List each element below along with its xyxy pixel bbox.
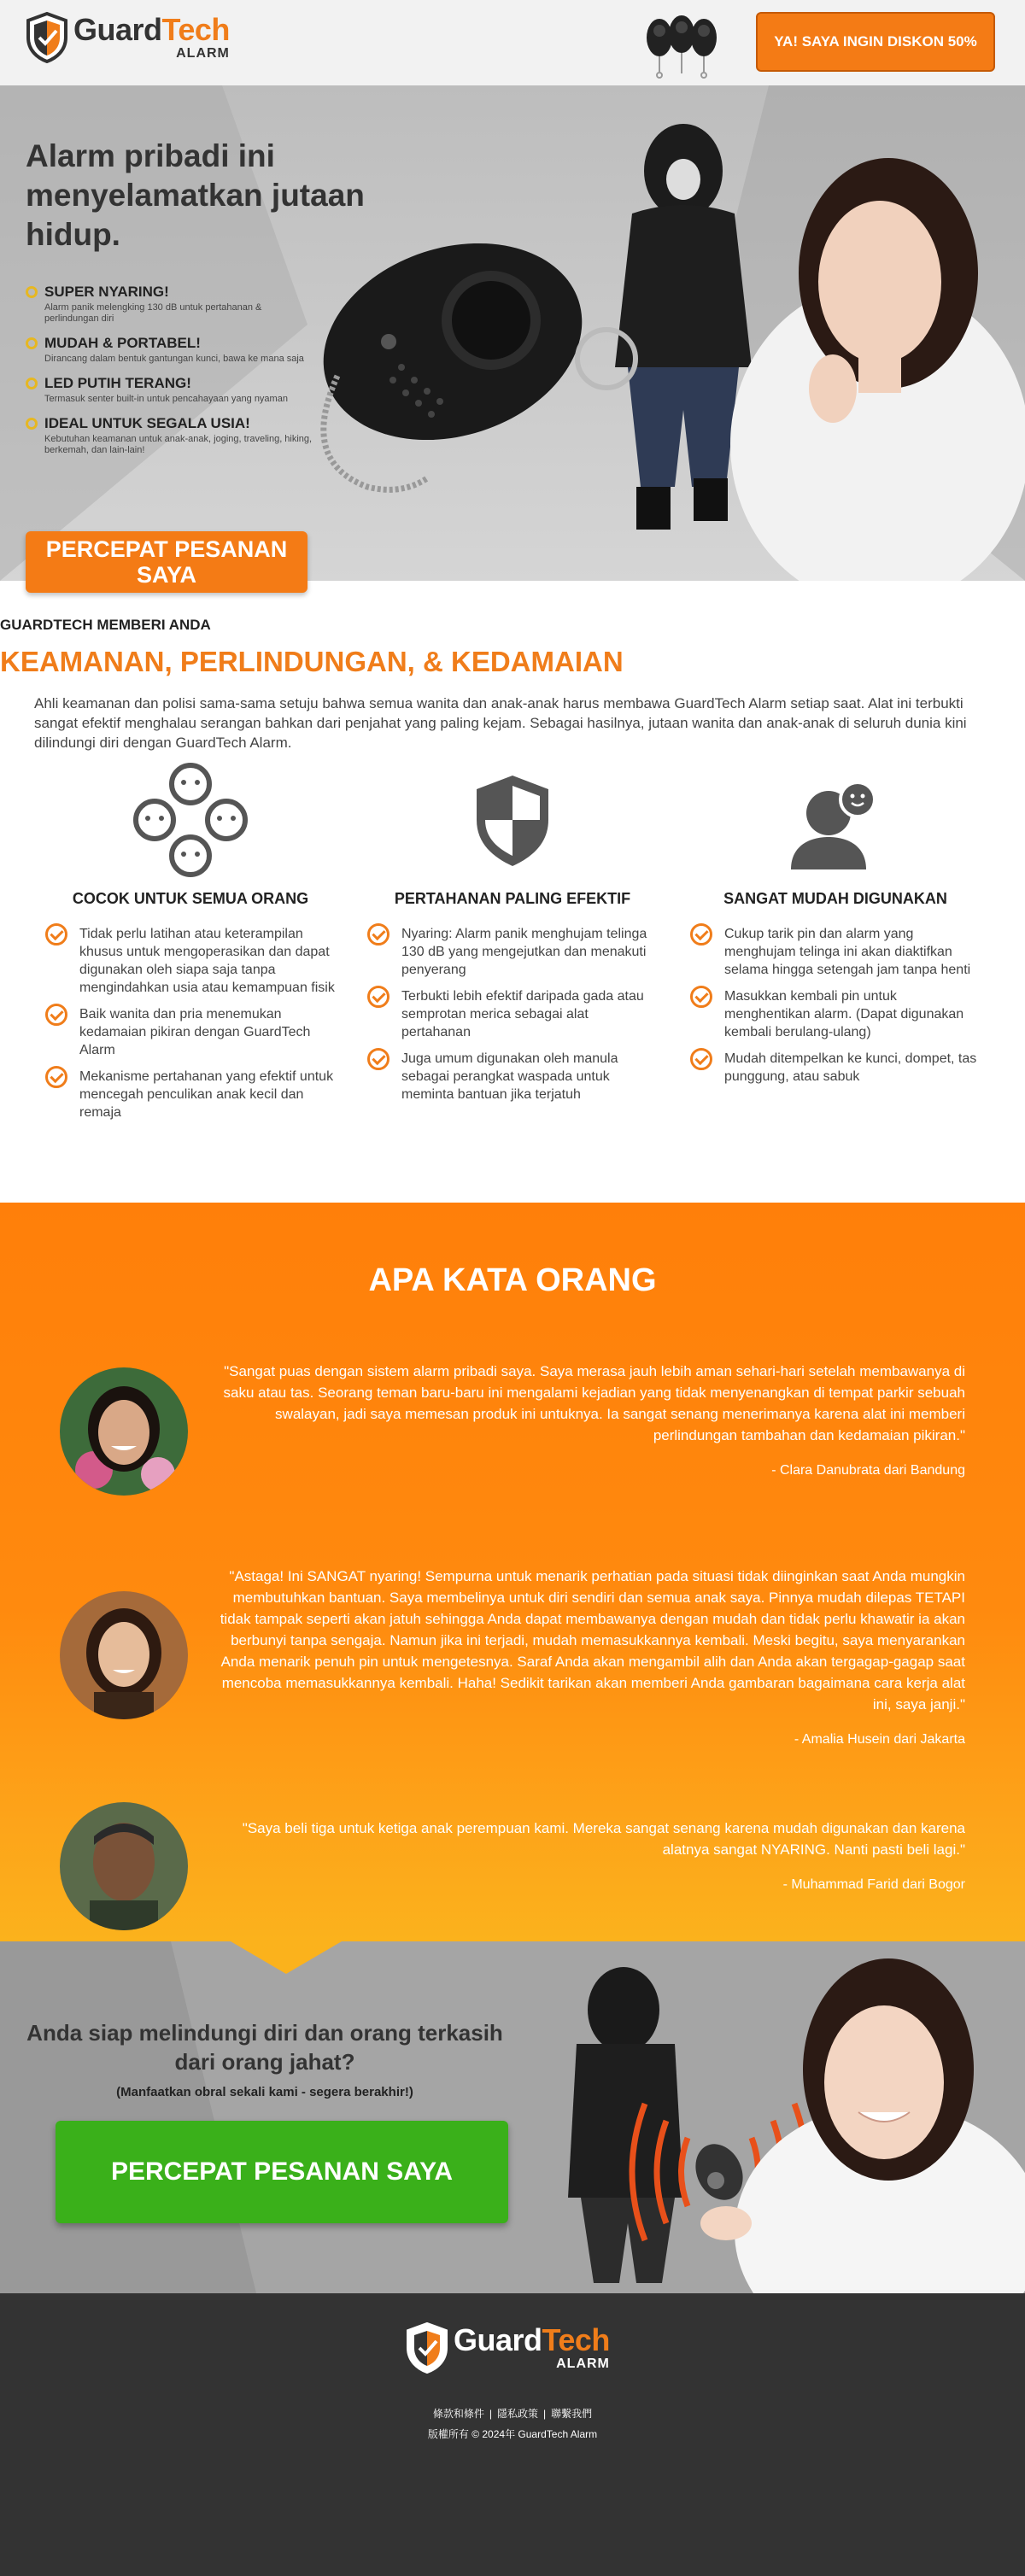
testimonial-text — [214, 1566, 965, 1750]
list-item-text: Terbukti lebih efektif daripada gada atau semprotan merica sebagai alat pertahanan — [401, 989, 644, 1039]
check-circle-icon — [367, 923, 390, 946]
alarm-devices-image — [641, 5, 722, 79]
list-item-text: Tidak perlu latihan atau keterampilan khusus untuk mengoperasikan dan dapat digunakan oleh siapa saja tanpa mengindahkan usia atau kemampuan fisik — [79, 927, 335, 995]
avatar — [60, 1367, 188, 1496]
bullet-circle-icon — [26, 418, 38, 430]
bottom-subtitle: (Manfaatkan obral sekali kami - segera berakhir!) — [116, 2085, 413, 2099]
hero-section — [0, 85, 1025, 581]
benefit-column — [367, 760, 658, 1112]
column-title: PERTAHANAN PALING EFEKTIF — [394, 890, 631, 907]
testimonial-quote: "Saya beli tiga untuk ketiga anak perempuan kami. Mereka sangat senang karena mudah digunakan dan karena alatnya sangat NYARING. Nanti pasti beli lagi." — [242, 1820, 965, 1858]
feature-title: LED PUTIH TERANG! — [44, 375, 191, 391]
shield-logo-icon — [406, 2322, 448, 2374]
testimonials-title: APA KATA ORANG — [368, 1262, 657, 1298]
check-circle-icon — [690, 986, 712, 1008]
footer-separator: | — [543, 2408, 547, 2420]
benefit-column — [690, 760, 981, 1094]
column-title: COCOK UNTUK SEMUA ORANG — [72, 890, 309, 907]
intro-title: KEAMANAN, PERLINDUNGAN, & KEDAMAIAN — [0, 646, 624, 677]
footer-link-contact[interactable]: 聯繫我們 — [551, 2408, 593, 2420]
footer-separator: | — [489, 2408, 492, 2420]
bottom-cta-section — [0, 1941, 1025, 2293]
list-item — [45, 1005, 336, 1059]
brand-name-part2: Tech — [542, 2322, 610, 2357]
check-circle-icon — [367, 986, 390, 1008]
footer-logo[interactable] — [406, 2322, 610, 2374]
feature-desc: Kebutuhan keamanan untuk anak-anak, joging, traveling, hiking, berkemah, dan lain-lain! — [44, 434, 313, 455]
list-item-text: Nyaring: Alarm panik menghujam telinga 130 dB yang mengejutkan dan menakuti penyerang — [401, 927, 647, 977]
footer-link-privacy[interactable]: 隱私政策 — [496, 2408, 538, 2420]
list-item — [367, 1050, 658, 1104]
shield-icon — [453, 760, 572, 880]
site-header — [0, 0, 1025, 85]
footer-links — [0, 2406, 1025, 2421]
testimonial-author: - Clara Danubrata dari Bandung — [771, 1463, 965, 1478]
list-item — [45, 925, 336, 997]
bottom-order-button[interactable]: PERCEPAT PESANAN SAYA — [56, 2121, 508, 2223]
column-list — [690, 925, 981, 1086]
intro-text: Ahli keamanan dan polisi sama-sama setuju bahwa semua wanita dan anak-anak harus membawa GuardTech Alarm setiap saat. Alat ini terbukti sangat efektif menghalau serangan bahkan dari penjahat yang paling kejam. Sebagai hasilnya, jutaan wanita dan anak-anak di seluruh dunia kini dilindungi diri dengan GuardTech Alarm. — [34, 695, 967, 751]
list-item — [690, 925, 981, 979]
hero-title: Alarm pribadi ini menyelamatkan jutaan hidup. — [26, 138, 365, 252]
check-circle-icon — [367, 1048, 390, 1070]
feature-item — [26, 415, 333, 456]
column-title: SANGAT MUDAH DIGUNAKAN — [723, 890, 947, 907]
list-item-text: Baik wanita dan pria menemukan kedamaian pikiran dengan GuardTech Alarm — [79, 1007, 311, 1057]
list-item — [45, 1068, 336, 1121]
avatar — [60, 1591, 188, 1719]
bullet-circle-icon — [26, 337, 38, 349]
column-list — [45, 925, 336, 1121]
check-circle-icon — [690, 1048, 712, 1070]
feature-title: SUPER NYARING! — [44, 284, 169, 300]
brand-subname: ALARM — [176, 46, 230, 61]
feature-list — [26, 284, 333, 466]
list-item-text: Juga umum digunakan oleh manula sebagai perangkat waspada untuk meminta bantuan jika terjatuh — [401, 1051, 618, 1102]
footer-copyright: 版權所有 © 2024年 GuardTech Alarm — [427, 2428, 598, 2440]
feature-desc: Termasuk senter built-in untuk pencahayaan yang nyaman — [44, 394, 288, 404]
testimonials-section — [0, 1203, 1025, 1941]
footer-link-terms[interactable]: 條款和條件 — [432, 2408, 484, 2420]
avatar — [60, 1802, 188, 1930]
brand-name-part1: Guard — [454, 2322, 542, 2357]
brand-logo[interactable] — [26, 12, 230, 63]
feature-desc: Dirancang dalam bentuk gantungan kunci, bawa ke mana saja — [44, 354, 304, 364]
brand-subname: ALARM — [556, 2356, 610, 2371]
brand-name-part2: Tech — [161, 12, 230, 47]
list-item-text: Mudah ditempelkan ke kunci, dompet, tas punggung, atau sabuk — [724, 1051, 977, 1084]
feature-title: MUDAH & PORTABEL! — [44, 335, 201, 351]
list-item — [367, 925, 658, 979]
check-circle-icon — [45, 1004, 67, 1026]
feature-item — [26, 375, 333, 405]
user-smile-icon — [776, 760, 895, 880]
section-arrow-decoration — [231, 1941, 342, 1974]
feature-title: IDEAL UNTUK SEGALA USIA! — [44, 415, 250, 431]
testimonial-author: - Amalia Husein dari Jakarta — [794, 1732, 965, 1747]
list-item — [367, 987, 658, 1041]
list-item — [690, 987, 981, 1041]
check-circle-icon — [690, 923, 712, 946]
hero-order-button[interactable]: PERCEPAT PESANAN SAYA — [26, 531, 308, 593]
list-item-text: Cukup tarik pin dan alarm yang menghujam telinga ini akan diaktifkan selama hingga setengah jam tanpa henti — [724, 927, 971, 977]
list-item-text: Mekanisme pertahanan yang efektif untuk mencegah penculikan anak kecil dan remaja — [79, 1069, 334, 1120]
bullet-circle-icon — [26, 286, 38, 298]
check-circle-icon — [45, 923, 67, 946]
column-list — [367, 925, 658, 1104]
benefit-column — [45, 760, 336, 1130]
testimonial-author: - Muhammad Farid dari Bogor — [782, 1877, 965, 1892]
testimonial-text — [214, 1361, 965, 1481]
testimonial-text — [214, 1818, 965, 1895]
list-item — [690, 1050, 981, 1086]
people-group-icon — [131, 760, 250, 880]
header-discount-button[interactable]: YA! SAYA INGIN DISKON 50% — [756, 12, 995, 72]
feature-item — [26, 335, 333, 365]
bullet-circle-icon — [26, 378, 38, 389]
intro-kicker: GUARDTECH MEMBERI ANDA — [0, 617, 211, 633]
bottom-background-image — [0, 1941, 1025, 2293]
check-circle-icon — [45, 1066, 67, 1088]
list-item-text: Masukkan kembali pin untuk menghentikan alarm. (Dapat digunakan kembali berulang-ulang) — [724, 989, 964, 1039]
feature-desc: Alarm panik melengking 130 dB untuk pertahanan & perlindungan diri — [44, 302, 262, 324]
bottom-title: Anda siap melindungi diri dan orang terkasih dari orang jahat? — [26, 2020, 503, 2075]
testimonial-quote: "Astaga! Ini SANGAT nyaring! Sempurna untuk menarik perhatian pada situasi tidak diinginkan saat Anda mungkin membutuhkan bantuan. Saya membelinya untuk diri sendiri dan semua anak saya. Pinnya mudah dilepas TETAPI tidak tampak seperti akan jatuh sehingga Anda dapat membawanya dengan mudah dan tidak perlu khawatir ia akan berbunyi tanpa sengaja. Namun jika ini terjadi, mudah memasukkannya kembali. Meski begitu, saya menyarankan Anda menarik penuh pin untuk mengetesnya. Saraf Anda akan mengambil alih dan Anda akan tergagap-gagap saat mencoba memasukkannya kembali. Haha! Sedikit tarikan akan memberi Anda gambaran bagaimana cara kerja alat ini, saya janji." — [220, 1568, 965, 1712]
testimonial-quote: "Sangat puas dengan sistem alarm pribadi saya. Saya merasa jauh lebih aman sehari-hari setelah membawanya di saku atau tas. Seorang teman baru-baru ini mengalami kejadian yang tidak menyenangkan di tempat parkir sebuah swalayan, jadi saya memesan produk ini untuknya. Ia sangat senang menerimanya karena alat ini memberi perlindungan tambahan dan kedamaian pikiran." — [223, 1363, 965, 1443]
shield-logo-icon — [26, 12, 68, 63]
feature-item — [26, 284, 333, 325]
brand-name-part1: Guard — [73, 12, 162, 47]
site-footer — [0, 2293, 1025, 2576]
